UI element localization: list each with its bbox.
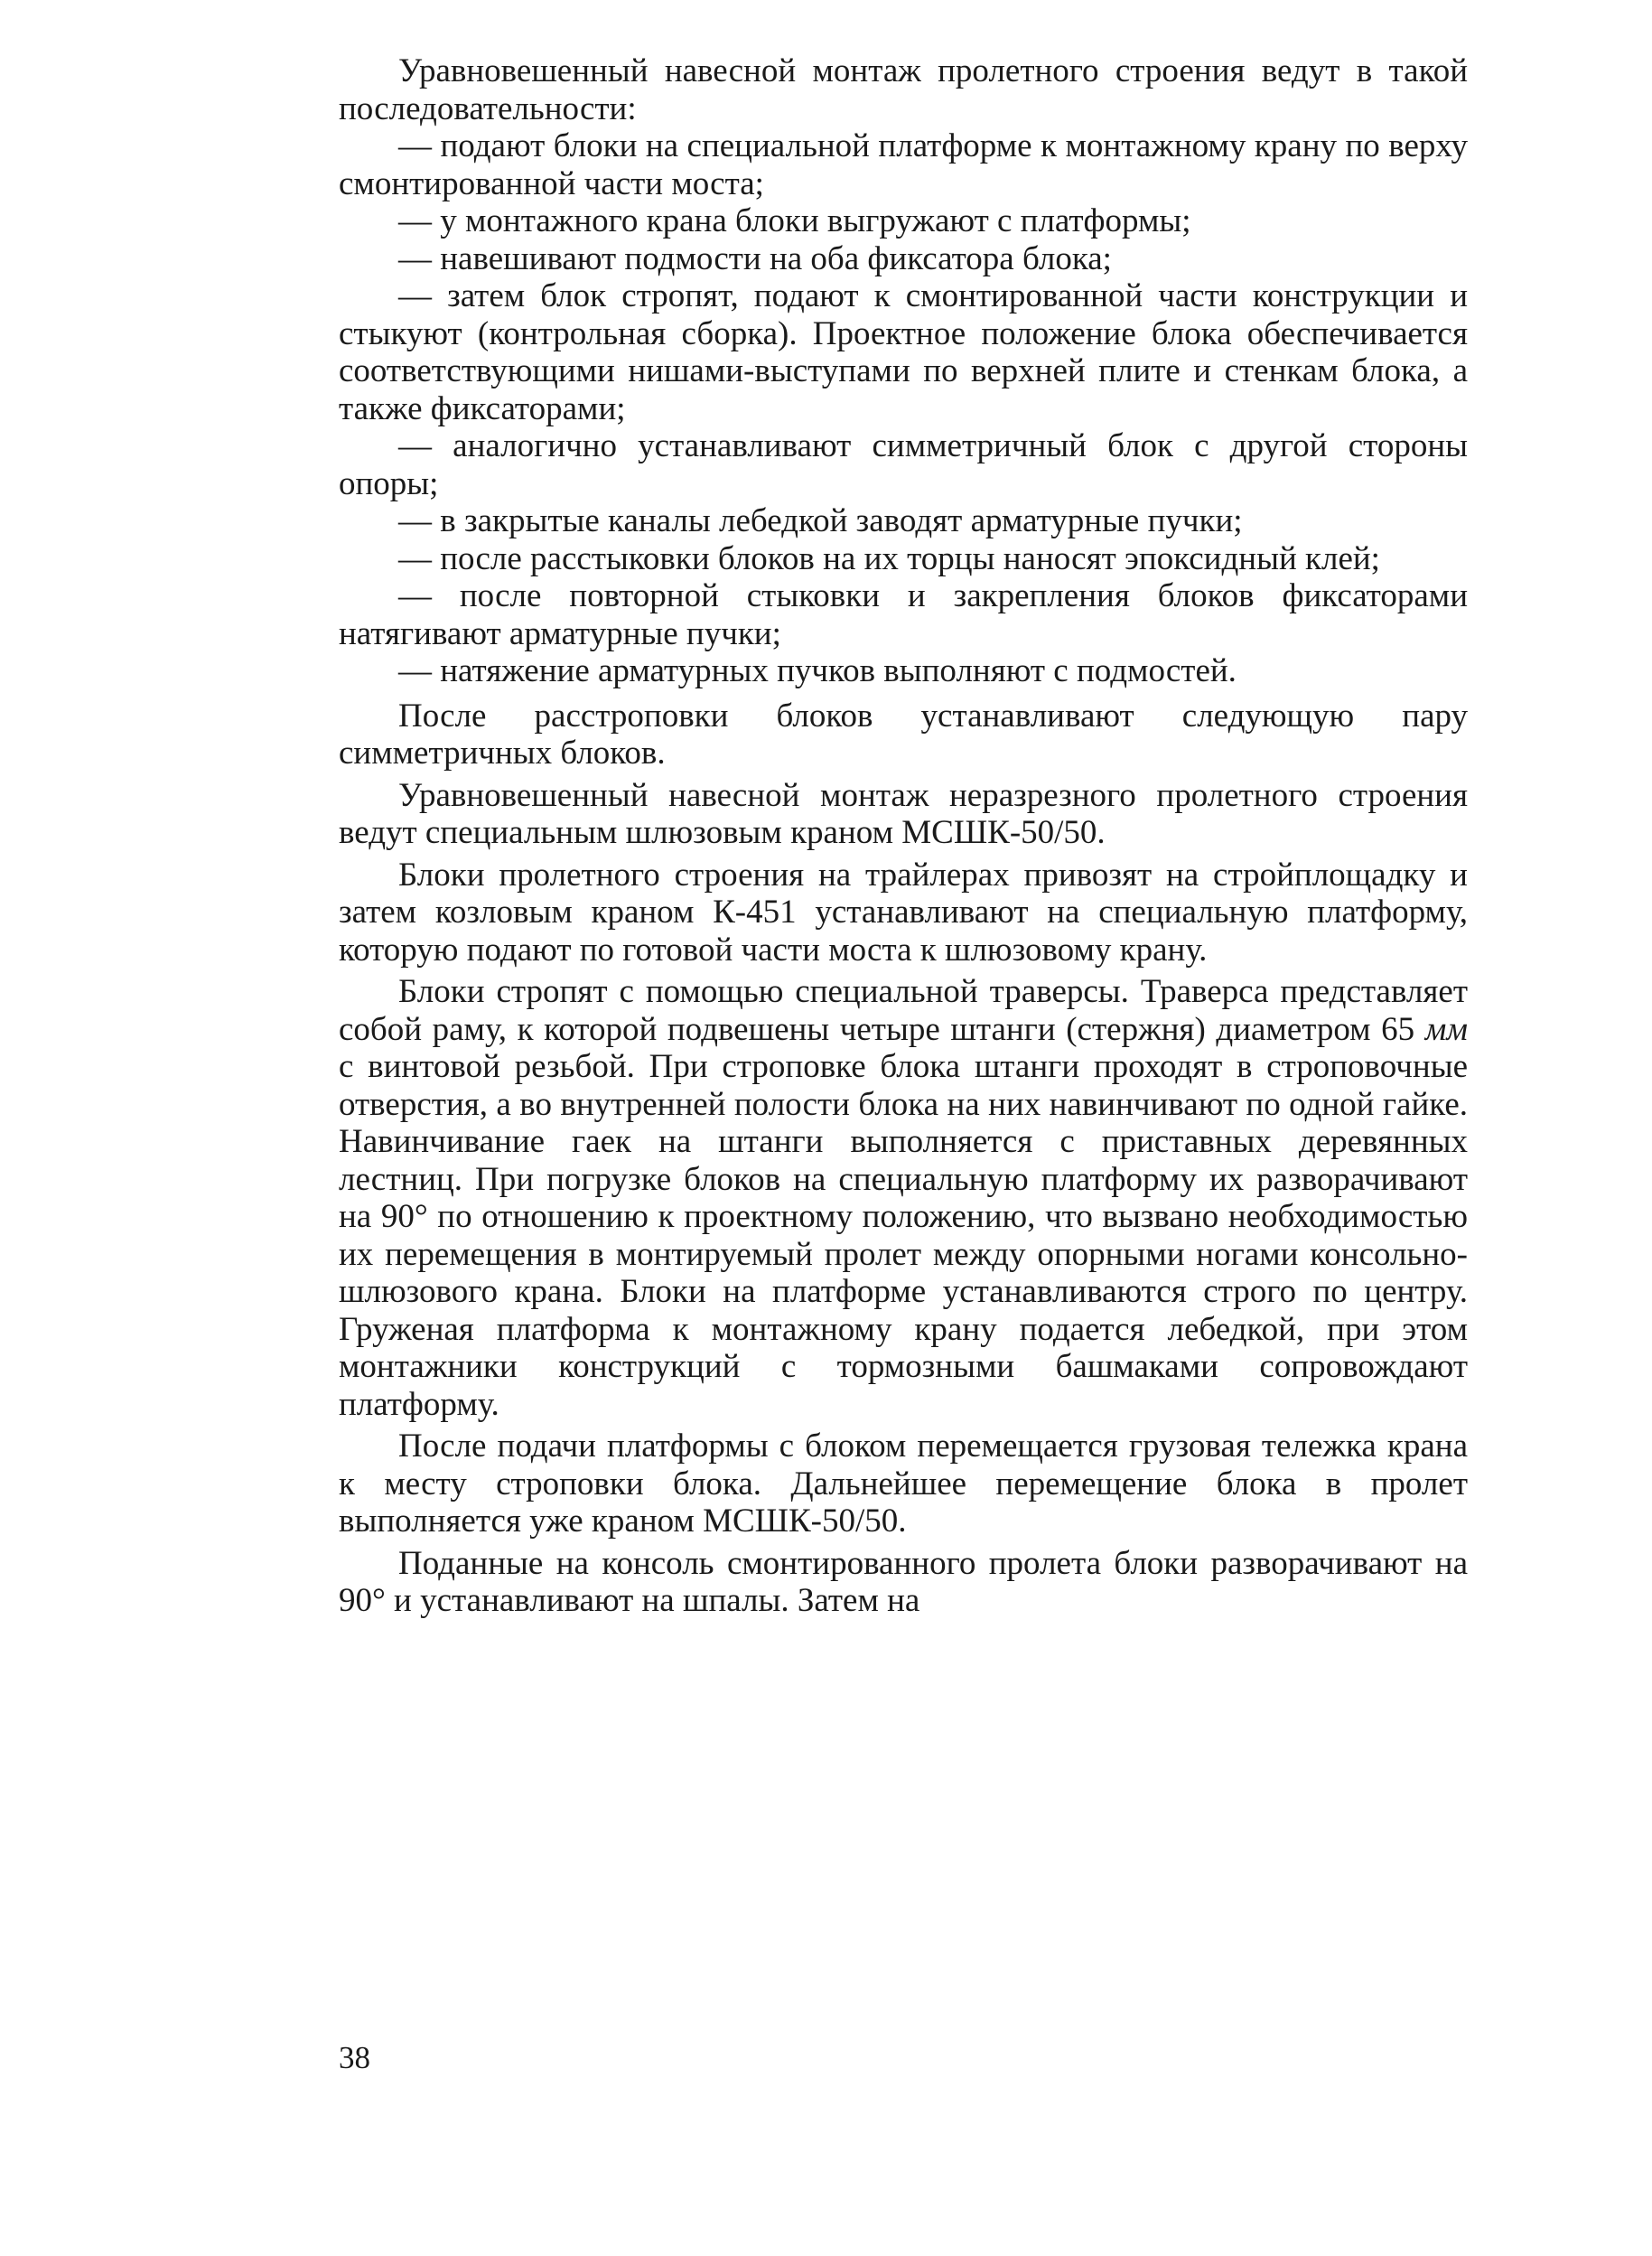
body-text xyxy=(339,52,1468,1624)
list-item-step-2: — у монтажного крана блоки выгружают с платформы; xyxy=(398,202,1191,239)
intro-paragraph: Уравновешенный навесной монтаж пролетного строения ведут в такой последовательности: xyxy=(339,52,1468,127)
list-item-step-1: — подают блоки на специальной платформе к монтажному крану по верху смонтированной части моста; xyxy=(339,127,1468,202)
list-item-step-4: — затем блок стропят, подают к смонтированной части конструкции и стыкуют (контрольная сборка). Проектное положение блока обеспечивается соответствующими нишами-выступами по верхней плите и стенкам блока, а также фиксаторами; xyxy=(339,277,1468,427)
list-item-step-3: — навешивают подмости на оба фиксатора блока; xyxy=(398,239,1112,277)
paragraph-platform-delivery: После подачи платформы с блоком перемещается грузовая тележка крана к месту строповки блока. Дальнейшее перемещение блока в пролет выполняется уже краном МСШК-50/50. xyxy=(339,1428,1468,1540)
list-item-step-6: — в закрытые каналы лебедкой заводят арматурные пучки; xyxy=(398,502,1243,539)
paragraph-crane-mshk: Уравновешенный навесной монтаж неразрезного пролетного строения ведут специальным шлюзовым краном МСШК-50/50. xyxy=(339,776,1468,851)
paragraph-console: Поданные на консоль смонтированного пролета блоки разворачивают на 90° и устанавливают на шпалы. Затем на xyxy=(339,1544,1468,1619)
paragraph-trailers: Блоки пролетного строения на трайлерах привозят на стройплощадку и затем козловым краном К-451 устанавливают на специальную платформу, которую подают по готовой части моста к шлюзовому крану. xyxy=(339,856,1468,969)
traverse-text-start: Блоки стропят с помощью специальной траверсы. Траверса представляет собой раму, к которой подвешены четыре штанги (стержня) диаметром 65 xyxy=(339,973,1468,1048)
list-item-step-8: — после повторной стыковки и закрепления блоков фиксаторами натягивают арматурные пучки; xyxy=(339,577,1468,652)
traverse-text-end: с винтовой резьбой. При строповке блока штанги проходят в строповочные отверстия, а во внутренней полости блока на них навинчивают по одной гайке. Навинчивание гаек на штанги выполняется с приставных деревянных лестниц. При погрузке блоков на специальную платформу их разворачивают на 90° по отношению к проектному положению, что вызвано необходимостью их перемещения в монтируемый пролет между опорными ногами консольно-шлюзового крана. Блоки на платформе устанавливаются строго по центру. Груженая платформа к монтажному крану подается лебедкой, при этом монтажники конструкций с тормозными башмаками сопровождают платформу. xyxy=(339,1048,1468,1423)
page-number: 38 xyxy=(339,2040,370,2075)
paragraph-next-pair: После расстроповки блоков устанавливают следующую пару симметричных блоков. xyxy=(339,697,1468,772)
paragraph-traverse xyxy=(339,973,1468,1423)
list-item-step-9: — натяжение арматурных пучков выполняют с подмостей. xyxy=(398,652,1237,689)
unit-mm: мм xyxy=(1424,1010,1468,1048)
list-item-step-5: — аналогично устанавливают симметричный блок с другой стороны опоры; xyxy=(339,427,1468,502)
list-item-step-7: — после расстыковки блоков на их торцы наносят эпоксидный клей; xyxy=(398,539,1380,577)
